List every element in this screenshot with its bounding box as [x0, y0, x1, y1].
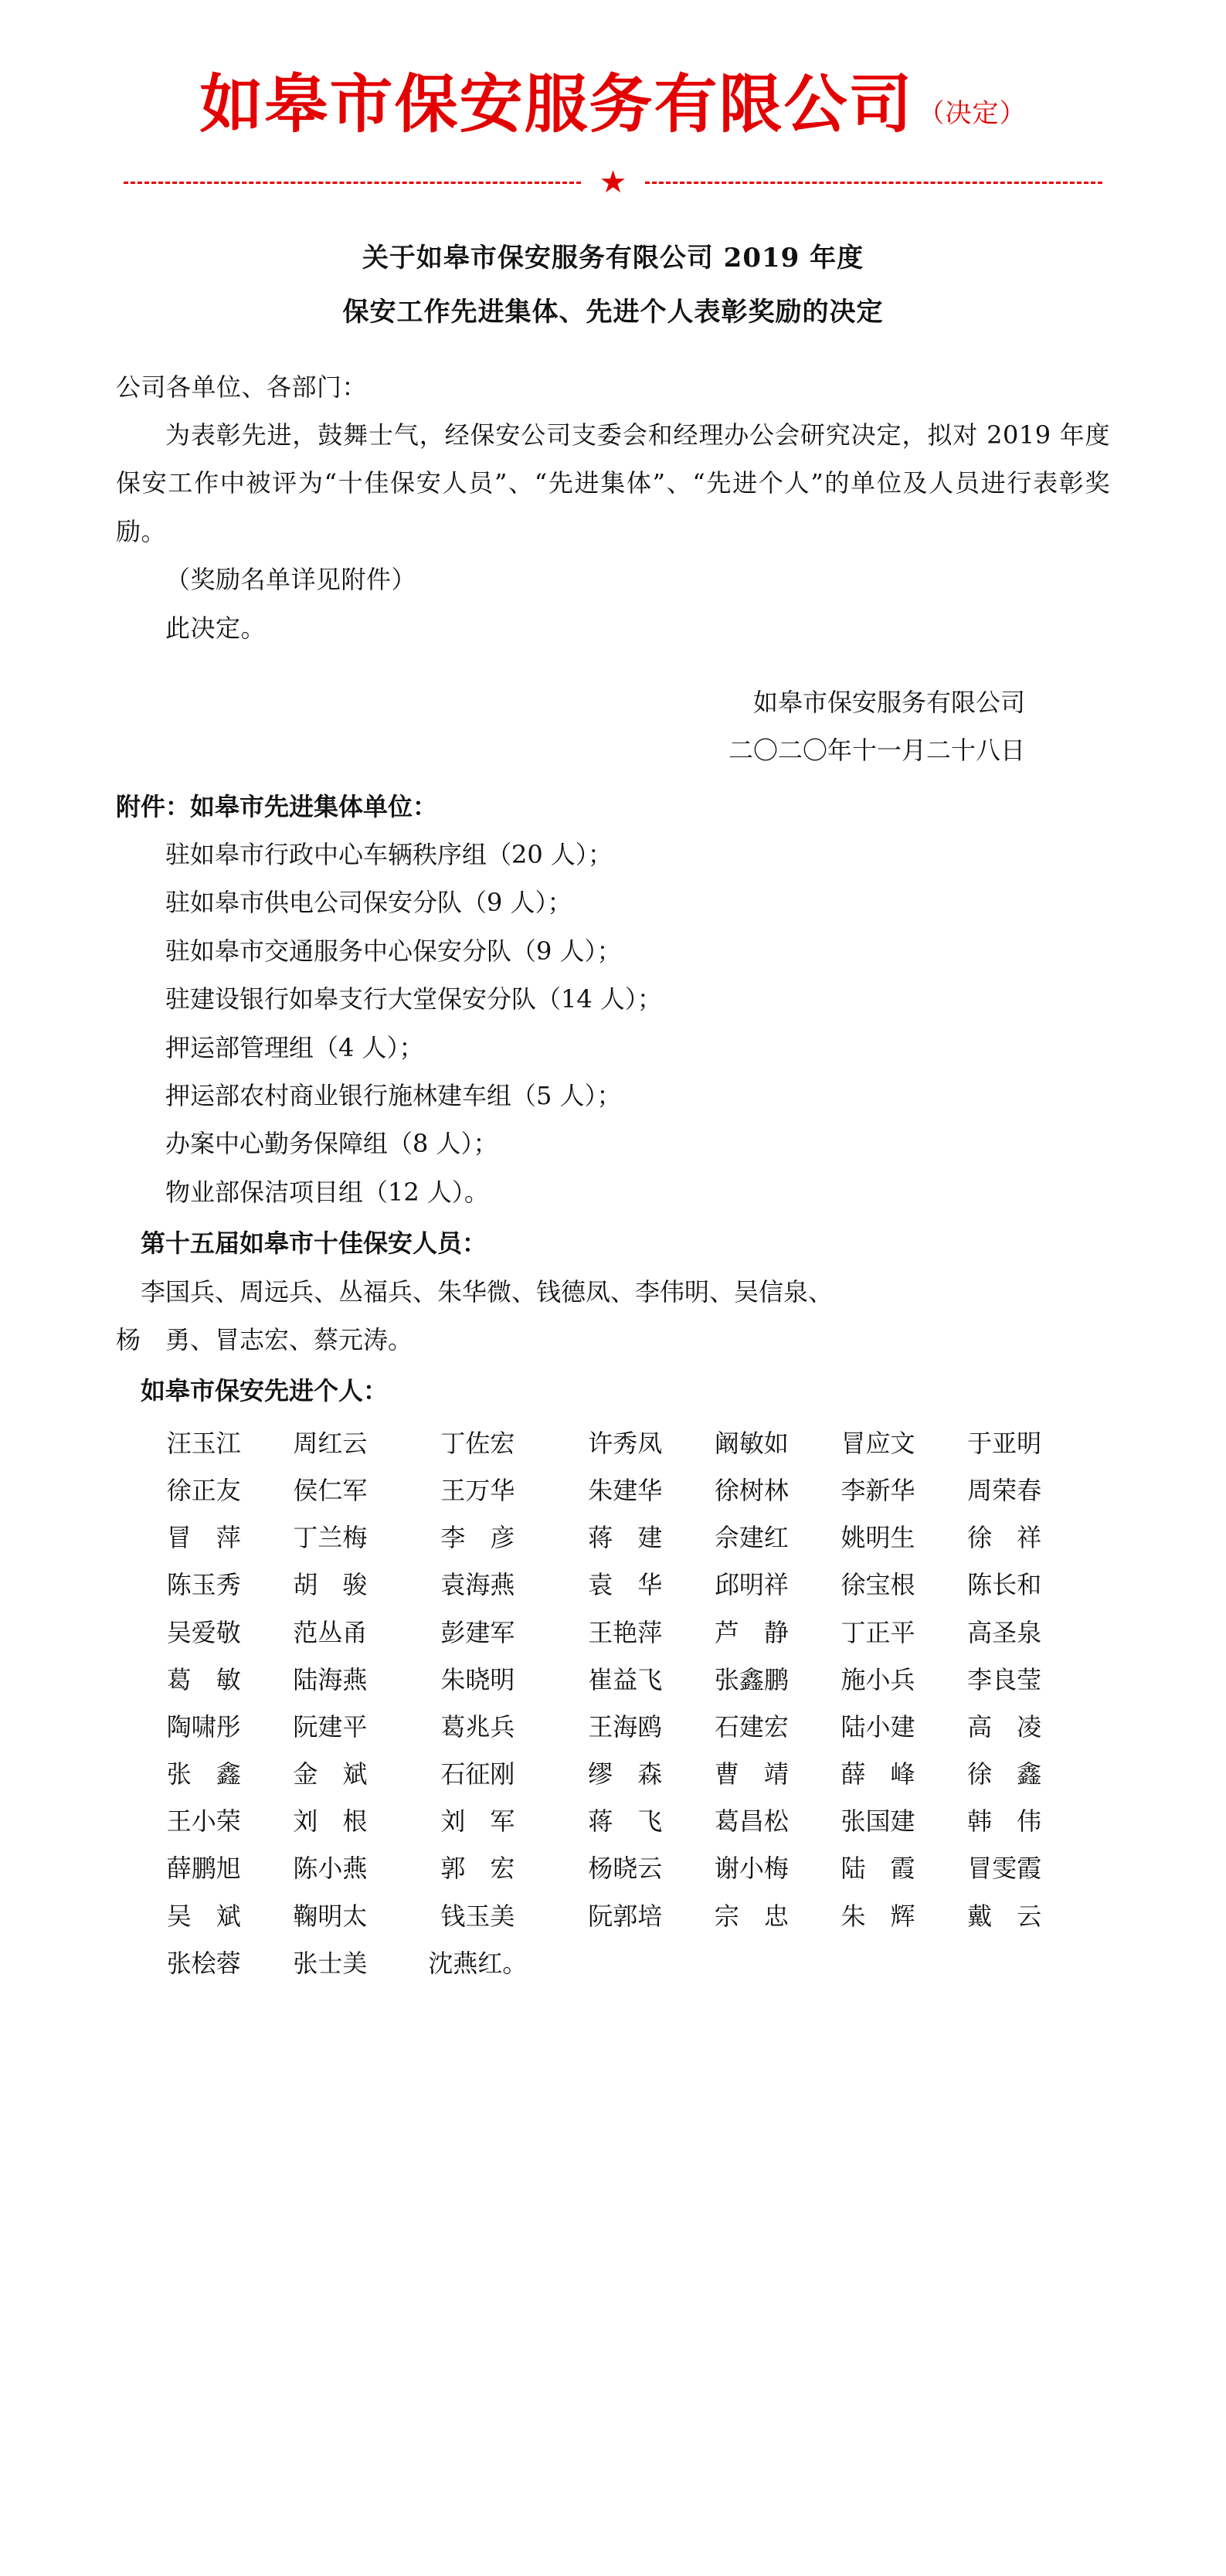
name-cell: 朱建华 [588, 1475, 663, 1505]
name-cell: 张士美 [293, 1948, 368, 1978]
name-cell: 佘建红 [714, 1523, 789, 1553]
name-cell: 沈燕红。 [428, 1948, 528, 1978]
name-cell: 陆海燕 [293, 1664, 368, 1694]
document-title-line-2: 保安工作先进集体、先进个人表彰奖励的决定 [342, 296, 884, 328]
name-cell: 徐 祥 [967, 1523, 1042, 1553]
name-cell: 施小兵 [841, 1664, 915, 1694]
name-cell: 陆 霞 [841, 1854, 915, 1884]
name-cell: 徐树林 [714, 1475, 789, 1505]
table-row [141, 1467, 1068, 1514]
masthead [116, 46, 1110, 139]
collective-unit-item: 驻如皋市供电公司保安分队（9 人）； [165, 888, 572, 918]
body-paragraph-2: （奖励名单详见附件） [165, 565, 417, 595]
name-cell: 张鑫鹏 [714, 1664, 789, 1694]
table-row [141, 1514, 1068, 1562]
name-cell: 刘 军 [440, 1806, 515, 1837]
name-cell: 李 彦 [440, 1523, 515, 1553]
signature-organization: 如皋市保安服务有限公司 [752, 687, 1025, 717]
name-cell: 姚明生 [841, 1523, 915, 1553]
name-cell: 李新华 [841, 1475, 915, 1505]
signature-date: 二〇二〇年十一月二十八日 [728, 736, 1025, 766]
name-cell: 缪 森 [588, 1759, 663, 1789]
name-cell: 张桧蓉 [166, 1948, 241, 1978]
name-cell: 谢小梅 [714, 1854, 789, 1884]
name-cell: 徐 鑫 [967, 1759, 1042, 1789]
name-cell: 葛 敏 [166, 1664, 241, 1694]
name-cell: 丁正平 [841, 1617, 915, 1647]
name-cell: 郭 宏 [440, 1854, 515, 1884]
table-row [141, 1940, 1068, 1987]
top-ten-names-line-1: 李国兵、周远兵、丛福兵、朱华微、钱德凤、李伟明、吴信泉、 [141, 1276, 834, 1307]
name-cell: 冒 萍 [166, 1523, 241, 1553]
name-cell: 范丛甬 [293, 1617, 368, 1647]
name-cell: 韩 伟 [967, 1806, 1042, 1837]
name-cell: 鞠明太 [293, 1901, 368, 1931]
name-cell: 芦 静 [714, 1617, 789, 1647]
masthead-company-name: 如皋市保安服务有限公司 [199, 67, 914, 141]
name-cell: 袁 华 [588, 1570, 663, 1600]
name-cell: 陈小燕 [293, 1854, 368, 1884]
name-cell-empty [562, 1940, 688, 1987]
name-cell: 朱 辉 [841, 1901, 915, 1931]
name-cell: 陆小建 [841, 1711, 915, 1742]
name-cell-empty [815, 1940, 942, 1987]
name-cell: 于亚明 [967, 1428, 1042, 1458]
table-row [141, 1798, 1068, 1845]
name-cell: 丁佐宏 [440, 1428, 515, 1458]
table-row [141, 1562, 1068, 1609]
collective-unit-item: 物业部保洁项目组（12 人）。 [165, 1177, 489, 1207]
name-cell: 高 凌 [967, 1711, 1042, 1742]
name-cell: 葛兆兵 [440, 1711, 515, 1742]
table-row [141, 1893, 1068, 1940]
table-row [141, 1845, 1068, 1892]
name-cell: 冒应文 [841, 1428, 915, 1458]
name-cell: 钱玉美 [440, 1901, 515, 1931]
name-cell: 张 鑫 [166, 1759, 241, 1789]
name-cell: 蒋 建 [588, 1523, 663, 1553]
name-cell: 周荣春 [967, 1475, 1042, 1505]
individuals-name-grid [141, 1420, 1068, 1987]
name-cell: 阮郭培 [588, 1901, 663, 1931]
name-cell: 曹 靖 [714, 1759, 789, 1789]
signature-block [116, 678, 1110, 775]
name-cell-empty [941, 1940, 1068, 1987]
name-cell: 王艳萍 [588, 1617, 663, 1647]
name-cell: 张国建 [841, 1806, 915, 1837]
divider-dash-right [645, 182, 1102, 184]
collective-unit-item: 驻建设银行如皋支行大堂保安分队（14 人）； [165, 984, 662, 1014]
name-cell: 薛 峰 [841, 1759, 915, 1789]
name-cell: 金 斌 [293, 1759, 368, 1789]
name-cell: 胡 骏 [293, 1570, 368, 1600]
name-cell: 周红云 [293, 1428, 368, 1458]
name-cell: 吴 斌 [166, 1901, 241, 1931]
name-cell-empty [688, 1940, 815, 1987]
name-cell: 许秀凤 [588, 1428, 663, 1458]
document-title-line-1: 关于如皋市保安服务有限公司 2019 年度 [362, 243, 864, 274]
star-icon: ★ [599, 165, 627, 201]
attachment-section [116, 783, 1110, 1987]
document-title [116, 232, 1110, 339]
name-cell: 陈长和 [967, 1570, 1042, 1600]
table-row [141, 1609, 1068, 1657]
name-cell: 刘 根 [293, 1806, 368, 1837]
collective-unit-item: 押运部管理组（4 人）； [165, 1032, 424, 1062]
name-cell: 薛鹏旭 [166, 1854, 241, 1884]
name-cell: 王海鸥 [588, 1711, 663, 1742]
name-cell: 邱明祥 [714, 1570, 789, 1600]
collective-unit-item: 押运部农村商业银行施林建车组（5 人）； [165, 1081, 622, 1111]
name-cell: 朱晓明 [440, 1664, 515, 1694]
name-cell: 崔益飞 [588, 1664, 663, 1694]
name-cell: 袁海燕 [440, 1570, 515, 1600]
salutation: 公司各单位、各部门： [116, 372, 368, 402]
name-cell: 高圣泉 [967, 1617, 1042, 1647]
name-cell: 侯仁军 [293, 1475, 368, 1505]
name-cell: 吴爱敬 [166, 1617, 241, 1647]
divider-dash-left [124, 182, 581, 184]
individuals-heading: 如皋市保安先进个人： [141, 1376, 389, 1406]
collective-unit-item: 办案中心勤务保障组（8 人）； [165, 1129, 498, 1159]
masthead-divider [124, 165, 1102, 201]
document-body [116, 363, 1110, 652]
name-cell: 葛昌松 [714, 1806, 789, 1837]
table-row [141, 1751, 1068, 1798]
collective-unit-item: 驻如皋市行政中心车辆秩序组（20 人）； [165, 840, 613, 870]
name-cell: 冒雯霞 [967, 1854, 1042, 1884]
name-cell: 丁兰梅 [293, 1523, 368, 1553]
top-ten-names-line-2: 杨 勇、冒志宏、蔡元涛。 [116, 1324, 413, 1354]
masthead-doc-type: （决定） [918, 98, 1027, 130]
name-cell: 杨晓云 [588, 1854, 663, 1884]
name-cell: 石建宏 [714, 1711, 789, 1742]
name-cell: 戴 云 [967, 1901, 1042, 1931]
name-cell: 宗 忠 [714, 1901, 789, 1931]
name-cell: 陶啸彤 [166, 1711, 241, 1742]
body-paragraph-3: 此决定。 [165, 613, 267, 643]
table-row [141, 1704, 1068, 1751]
table-row [141, 1420, 1068, 1467]
name-cell: 徐正友 [166, 1475, 241, 1505]
name-cell: 蒋 飞 [588, 1806, 663, 1837]
name-cell: 王小荣 [166, 1806, 241, 1837]
name-cell: 王万华 [440, 1475, 515, 1505]
body-paragraph-1: 为表彰先进，鼓舞士气，经保安公司支委会和经理办公会研究决定，拟对 2019 年度保安工作中被评为“十佳保安人员”、“先进集体”、“先进个人”的单位及人员进行表彰奖励。 [116, 420, 1110, 546]
attachment-heading: 附件：如皋市先进集体单位： [116, 791, 438, 821]
name-cell: 李良莹 [967, 1664, 1042, 1694]
name-cell: 汪玉江 [166, 1428, 241, 1458]
name-cell: 陈玉秀 [166, 1570, 241, 1600]
collective-unit-item: 驻如皋市交通服务中心保安分队（9 人）； [165, 936, 622, 966]
name-cell: 彭建军 [440, 1617, 515, 1647]
name-cell: 徐宝根 [841, 1570, 915, 1600]
name-cell: 阮建平 [293, 1711, 368, 1742]
top-ten-heading: 第十五届如皋市十佳保安人员： [141, 1229, 487, 1259]
table-row [141, 1657, 1068, 1704]
name-cell: 阚敏如 [714, 1428, 789, 1458]
name-cell: 石征刚 [440, 1759, 515, 1789]
